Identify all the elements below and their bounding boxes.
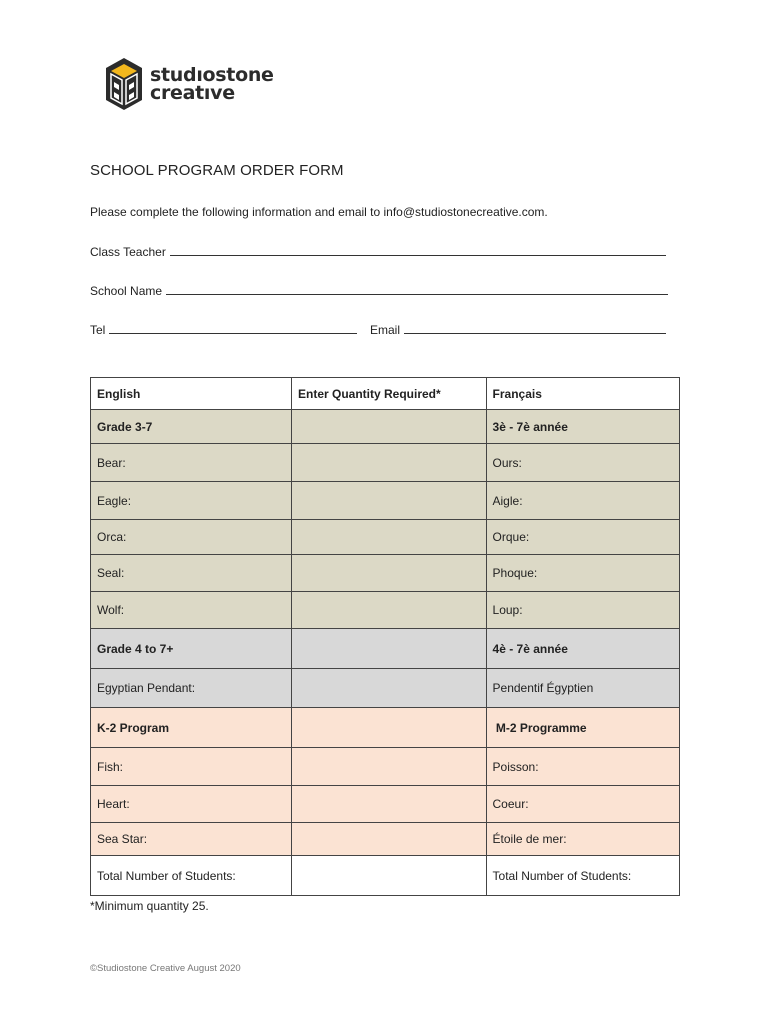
header-quantity: Enter Quantity Required* xyxy=(291,378,486,410)
quantity-input-cell[interactable] xyxy=(291,555,486,592)
table-row-wolf xyxy=(91,592,680,629)
email-label: Email xyxy=(370,323,401,337)
tel-label: Tel xyxy=(90,323,106,337)
quantity-input-cell[interactable] xyxy=(291,748,486,786)
school-name-label: School Name xyxy=(90,284,163,298)
order-table xyxy=(90,377,680,896)
table-row-egyptian-pendant xyxy=(91,669,680,708)
class-teacher-label: Class Teacher xyxy=(90,245,166,259)
logo-line-2: creatıve xyxy=(150,82,235,104)
cell-english: Grade 4 to 7+ xyxy=(91,629,292,669)
header-francais: Français xyxy=(486,378,679,410)
cell-francais: M-2 Programme xyxy=(486,708,679,748)
cell-english: Fish: xyxy=(91,748,292,786)
cell-english: Grade 3-7 xyxy=(91,410,292,444)
cell-english: Seal: xyxy=(91,555,292,592)
cell-english: Bear: xyxy=(91,444,292,482)
copyright-footer: ©Studiostone Creative August 2020 xyxy=(90,963,241,974)
class-teacher-line[interactable] xyxy=(170,245,666,256)
company-logo xyxy=(104,56,274,112)
table-row-sea-star xyxy=(91,823,680,856)
school-name-line[interactable] xyxy=(166,284,668,295)
quantity-input-cell[interactable] xyxy=(291,482,486,520)
studiostone-logo-icon xyxy=(104,56,144,112)
table-row-heart xyxy=(91,786,680,823)
cell-english: Sea Star: xyxy=(91,823,292,856)
school-name-field[interactable] xyxy=(90,284,668,298)
table-header-row xyxy=(91,378,680,410)
form-intro: Please complete the following information and email to info@studiostonecreative.com. xyxy=(90,205,548,219)
cell-english: Eagle: xyxy=(91,482,292,520)
cell-english: Total Number of Students: xyxy=(91,856,292,896)
tel-field[interactable] xyxy=(90,323,357,337)
cell-english: Egyptian Pendant: xyxy=(91,669,292,708)
cell-english: Wolf: xyxy=(91,592,292,629)
table-row-seal xyxy=(91,555,680,592)
cell-francais: Ours: xyxy=(486,444,679,482)
quantity-input-cell[interactable] xyxy=(291,592,486,629)
cell-francais: Pendentif Égyptien xyxy=(486,669,679,708)
form-title: SCHOOL PROGRAM ORDER FORM xyxy=(90,162,344,179)
cell-francais: Orque: xyxy=(486,520,679,555)
quantity-input-cell[interactable] xyxy=(291,823,486,856)
table-row-orca xyxy=(91,520,680,555)
class-teacher-field[interactable] xyxy=(90,245,666,259)
section-row-grade-3-7 xyxy=(91,410,680,444)
cell-english: Orca: xyxy=(91,520,292,555)
quantity-cell xyxy=(291,708,486,748)
cell-francais: Étoile de mer: xyxy=(486,823,679,856)
quantity-input-cell[interactable] xyxy=(291,520,486,555)
email-field[interactable] xyxy=(370,323,666,337)
table-row-fish xyxy=(91,748,680,786)
cell-francais: Poisson: xyxy=(486,748,679,786)
email-line[interactable] xyxy=(404,323,666,334)
table-row-eagle xyxy=(91,482,680,520)
quantity-input-cell[interactable] xyxy=(291,786,486,823)
quantity-cell xyxy=(291,629,486,669)
minimum-quantity-note: *Minimum quantity 25. xyxy=(90,899,209,913)
section-row-k-2 xyxy=(91,708,680,748)
quantity-input-cell[interactable] xyxy=(291,856,486,896)
header-english: English xyxy=(91,378,292,410)
quantity-cell xyxy=(291,410,486,444)
logo-wordmark xyxy=(150,66,274,102)
cell-francais: Aigle: xyxy=(486,482,679,520)
quantity-input-cell[interactable] xyxy=(291,669,486,708)
cell-francais: 4è - 7è année xyxy=(486,629,679,669)
cell-francais: Loup: xyxy=(486,592,679,629)
cell-francais: 3è - 7è année xyxy=(486,410,679,444)
quantity-input-cell[interactable] xyxy=(291,444,486,482)
tel-line[interactable] xyxy=(109,323,357,334)
section-row-grade-4-7 xyxy=(91,629,680,669)
cell-english: Heart: xyxy=(91,786,292,823)
cell-english: K-2 Program xyxy=(91,708,292,748)
table-row-bear xyxy=(91,444,680,482)
logo-line-1: studıostone xyxy=(150,64,274,86)
cell-francais: Phoque: xyxy=(486,555,679,592)
cell-francais: Total Number of Students: xyxy=(486,856,679,896)
table-row-total-students xyxy=(91,856,680,896)
cell-francais: Coeur: xyxy=(486,786,679,823)
